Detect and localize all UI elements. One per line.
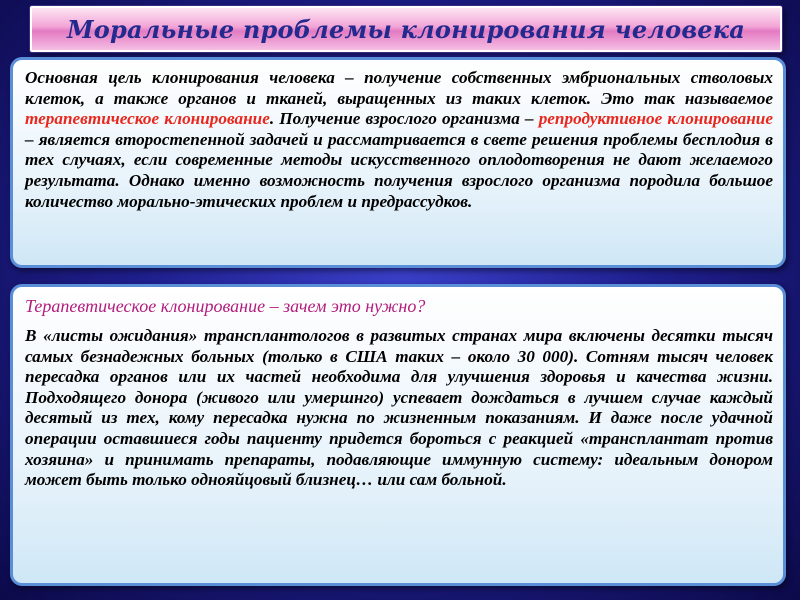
- transplant-paragraph: В «листы ожидания» трансплантологов в развитых странах мира включены десятки тысяч самых безнадежных больных (только в США таких – около 30 000). Сотням тысяч человек пересадка органов или их частей необходима для улучшения здоровья и качества жизни. Подходящего донора (живого или умершнго) успевает дождаться в лучшем случае каждый десятый из тех, кому пересадка нужна по жизненным показаниям. И даже после удачной операции оставшиеся годы пациенту придется бороться с реакцией «трансплантат против хозяина» и принимать препараты, подавляющие иммунную систему: идеальным донором может быть только однояйцовый близнец… или сам больной.: [25, 326, 773, 490]
- therapeutic-cloning-term: терапевтическое клонирование: [25, 109, 270, 129]
- section-heading: Терапевтическое клонирование – зачем это нужно?: [25, 296, 426, 316]
- slide-title-bar: [30, 6, 782, 52]
- main-purpose-panel: [10, 57, 786, 268]
- slide-title: Моральные проблемы клонирования человека: [67, 14, 745, 44]
- paragraph-text-part1: Основная цель клонирования человека – получение собственных эмбриональных стволовых клеток, а также органов и тканей, выращенных из таких клеток. Это так называемое: [25, 68, 773, 108]
- therapeutic-cloning-panel: [10, 284, 786, 586]
- paragraph-text-part2: . Получение взрослого организма –: [269, 109, 539, 129]
- reproductive-cloning-term: репродуктивное клонирование: [538, 109, 773, 129]
- paragraph-text-part3: – является второстепенной задачей и рассматривается в свете решения проблемы бесплодия в тех случаях, если современные методы искусственного оплодотворения не дают желаемого результата. Однако именно возможность получения взрослого организма породила большое количество морально-этических проблем и предрассудков.: [25, 129, 773, 211]
- main-purpose-paragraph: [25, 68, 773, 212]
